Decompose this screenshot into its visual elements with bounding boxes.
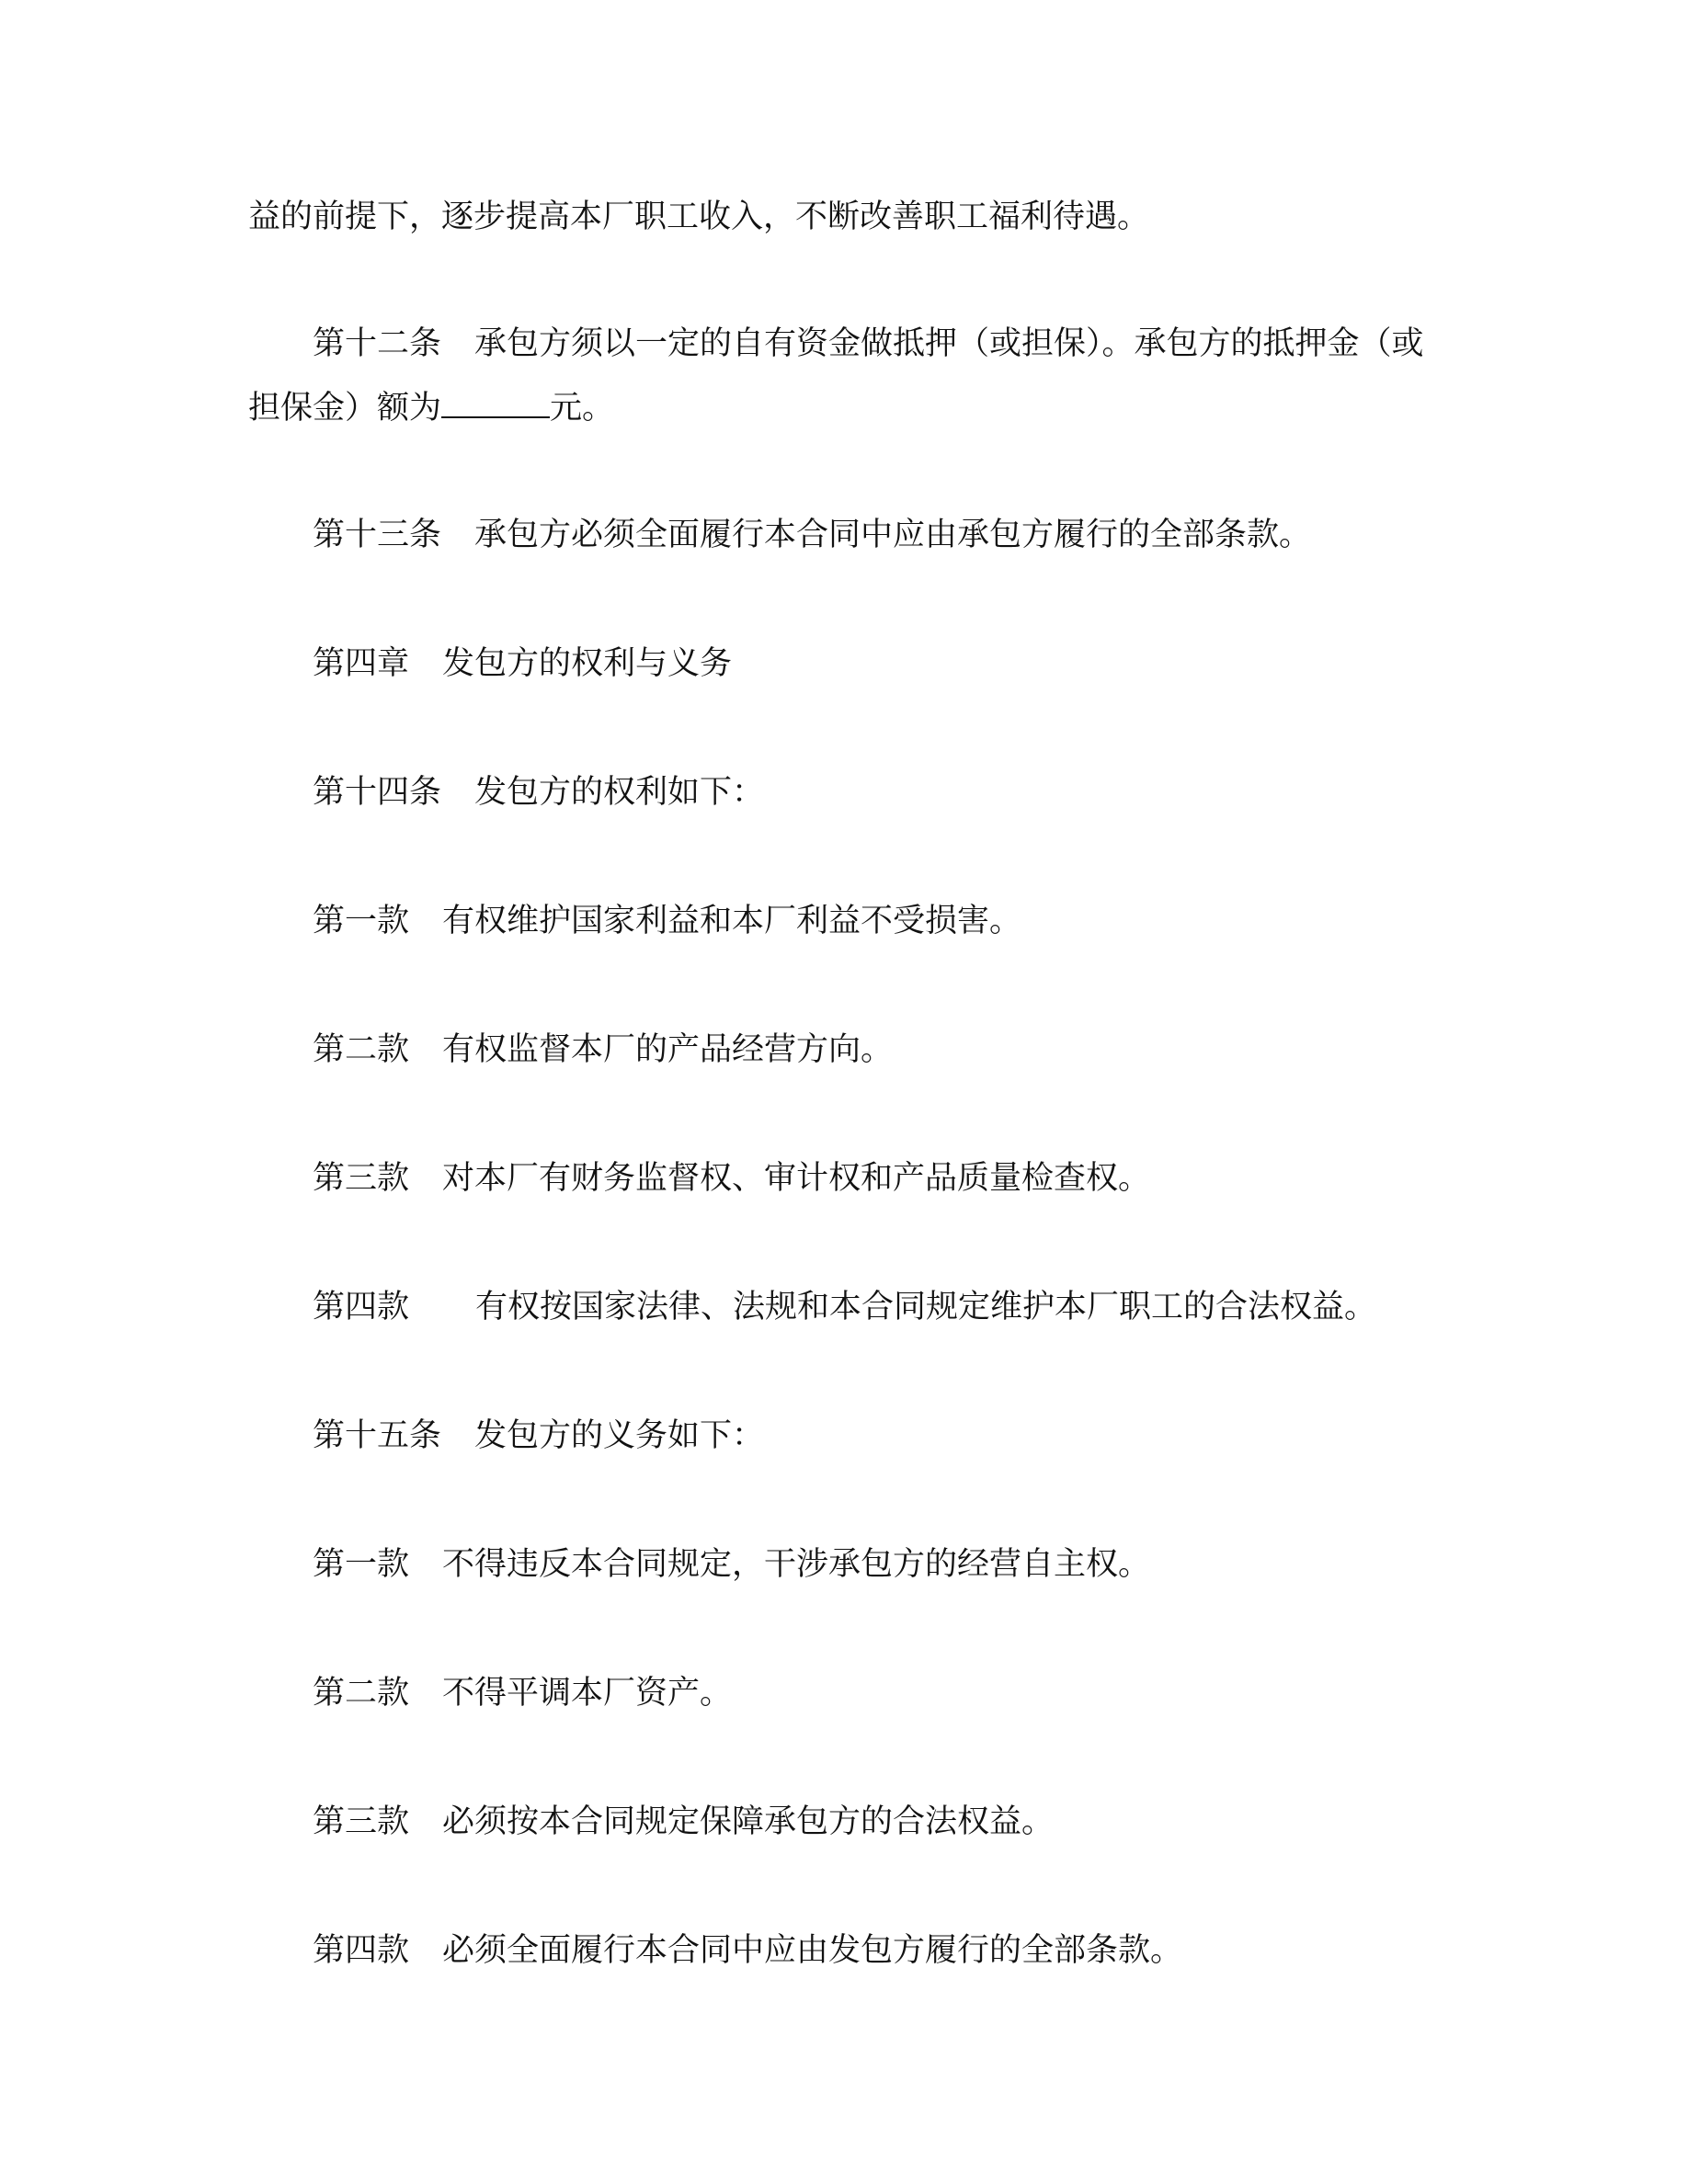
article-12-text-before-blank: 担保金）额为	[248, 390, 442, 427]
clause-label: 第四款	[313, 1932, 410, 1969]
article-13-label: 第十三条	[313, 517, 442, 553]
continuation-paragraph	[248, 197, 1149, 237]
clause-label: 第四款	[313, 1289, 410, 1325]
article-13-text: 承包方必须全面履行本合同中应由承包方履行的全部条款。	[474, 517, 1312, 553]
article-15	[313, 1416, 764, 1456]
article-14-clause-3	[313, 1158, 1150, 1199]
clause-label: 第三款	[313, 1160, 410, 1197]
clause-label: 第二款	[313, 1031, 410, 1068]
article-12-line-2	[248, 388, 614, 428]
article-15-label: 第十五条	[313, 1417, 442, 1454]
article-14-clause-2	[313, 1029, 893, 1070]
clause-label: 第二款	[313, 1675, 410, 1712]
article-13	[313, 515, 1311, 555]
clause-text: 对本厂有财务监督权、审计权和产品质量检查权。	[442, 1160, 1151, 1197]
article-14	[313, 772, 764, 813]
chapter-4-title: 发包方的权利与义务	[442, 645, 733, 682]
article-12-line-1	[313, 324, 1424, 364]
article-15-clause-1	[313, 1544, 1150, 1585]
article-12-text-after-blank: 元。	[550, 390, 615, 427]
amount-blank	[441, 389, 550, 418]
article-12-text: 承包方须以一定的自有资金做抵押（或担保）。承包方的抵押金（或	[474, 325, 1424, 362]
clause-text: 必须按本合同规定保障承包方的合法权益。	[442, 1803, 1055, 1840]
article-15-clause-3	[313, 1802, 1054, 1842]
article-15-text: 发包方的义务如下：	[474, 1417, 765, 1454]
clause-label: 第一款	[313, 1546, 410, 1583]
continuation-text: 益的前提下，逐步提高本厂职工收入，不断改善职工福利待遇。	[248, 199, 1150, 235]
clause-text: 有权按国家法律、法规和本合同规定维护本厂职工的合法权益。	[475, 1289, 1377, 1325]
clause-text: 不得平调本厂资产。	[442, 1675, 733, 1712]
clause-text: 有权监督本厂的产品经营方向。	[442, 1031, 894, 1068]
article-14-clause-4	[313, 1287, 1376, 1327]
article-14-text: 发包方的权利如下：	[474, 774, 765, 811]
chapter-4-heading	[313, 643, 732, 684]
clause-text: 有权维护国家利益和本厂利益不受损害。	[442, 903, 1022, 939]
chapter-4-label: 第四章	[313, 645, 410, 682]
article-15-clause-4	[313, 1930, 1182, 1971]
article-15-clause-2	[313, 1673, 732, 1713]
clause-text: 不得违反本合同规定，干涉承包方的经营自主权。	[442, 1546, 1151, 1583]
article-14-clause-1	[313, 901, 1021, 941]
clause-label: 第三款	[313, 1803, 410, 1840]
clause-label: 第一款	[313, 903, 410, 939]
clause-text: 必须全面履行本合同中应由发包方履行的全部条款。	[442, 1932, 1183, 1969]
article-12-label: 第十二条	[313, 325, 442, 362]
article-14-label: 第十四条	[313, 774, 442, 811]
